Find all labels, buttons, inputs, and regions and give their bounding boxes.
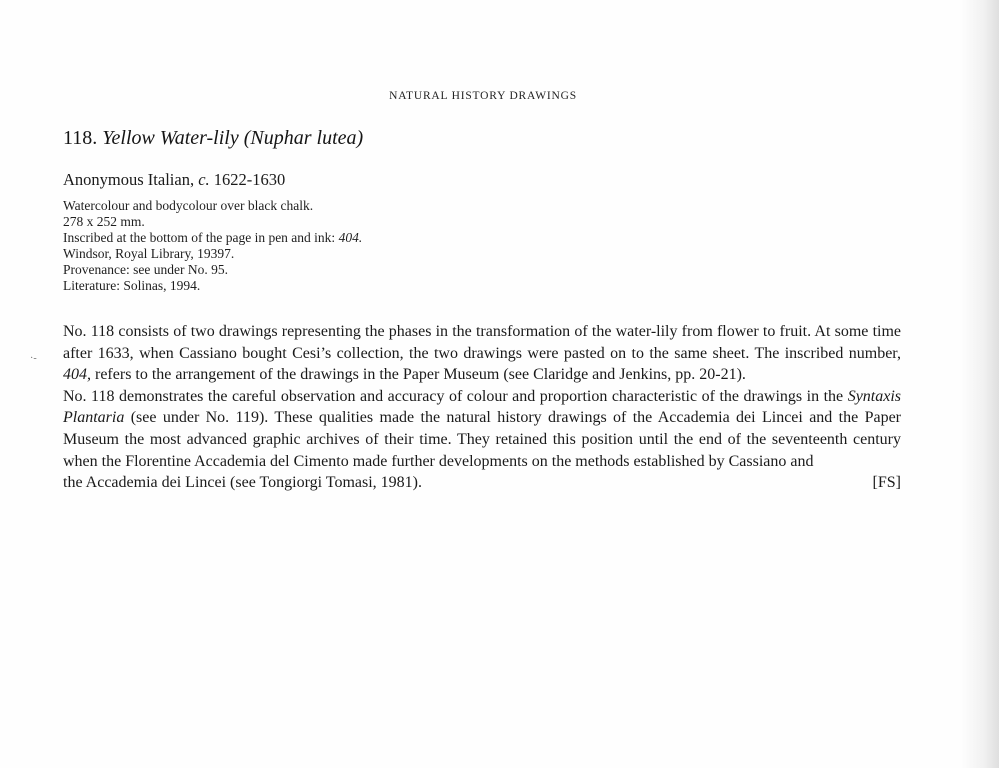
entry-name: Yellow Water-lily (Nuphar lutea) [102,127,364,149]
artist-line [63,170,285,190]
inscription-text: Inscribed at the bottom of the page in pen and ink: [63,230,336,245]
medium-line: Watercolour and bodycolour over black chalk. [63,198,314,213]
artist-dates: 1622-1630 [213,170,286,189]
paragraph-2-text-b: (see under No. 119). These qualities made the natural history drawings of the Accademia dei Lincei and the Paper Museum the most advanced graphic archives of their time. They retained this position until the end of the seventeenth century when the Florentine Accademia del Cimento made further developments on the methods established by Cassiano and [63,409,902,470]
dimensions-line: 278 x 252 mm. [63,214,145,229]
margin-mark: ·- [30,353,37,364]
circa-label: c. [198,170,210,189]
running-head: NATURAL HISTORY DRAWINGS [389,90,577,102]
provenance-line: Provenance: see under No. 95. [63,262,228,277]
entry-number: 118. [63,127,98,149]
entry-title [63,127,363,150]
paragraph-1 [63,321,901,386]
paragraph-1-text-a: No. 118 consists of two drawings representing the phases in the transformation of the water-lily from flower to fruit. At some time after 1633, when Cassiano bought Cesi’s collection, the two drawings were pasted on to the same sheet. The inscribed number, [63,323,901,362]
catalogue-metadata [63,198,362,294]
paragraph-2-last-line [63,472,901,494]
author-initials: [FS] [872,474,901,492]
artist-name: Anonymous Italian, [63,170,195,189]
page-gutter-shadow [961,0,999,768]
paragraph-2 [63,386,901,472]
paragraph-2-italic-title: Syntaxis Plantaria [63,387,902,427]
entry-body [63,321,901,494]
inscription-value: 404. [338,230,363,245]
location-line: Windsor, Royal Library, 19397. [63,246,235,261]
paragraph-2-last-text: the Accademia dei Lincei (see Tongiorgi Tomasi, 1981). [63,474,422,492]
paragraph-2-text-a: No. 118 demonstrates the careful observation and accuracy of colour and proportion characteristic of the drawings in the [63,387,844,405]
inscription-line [63,230,362,246]
paragraph-1-text-b: refers to the arrangement of the drawings in the Paper Museum (see Claridge and Jenkins, pp. 20-21). [95,366,746,384]
paragraph-1-number: 404, [63,366,91,384]
literature-line: Literature: Solinas, 1994. [63,278,201,293]
